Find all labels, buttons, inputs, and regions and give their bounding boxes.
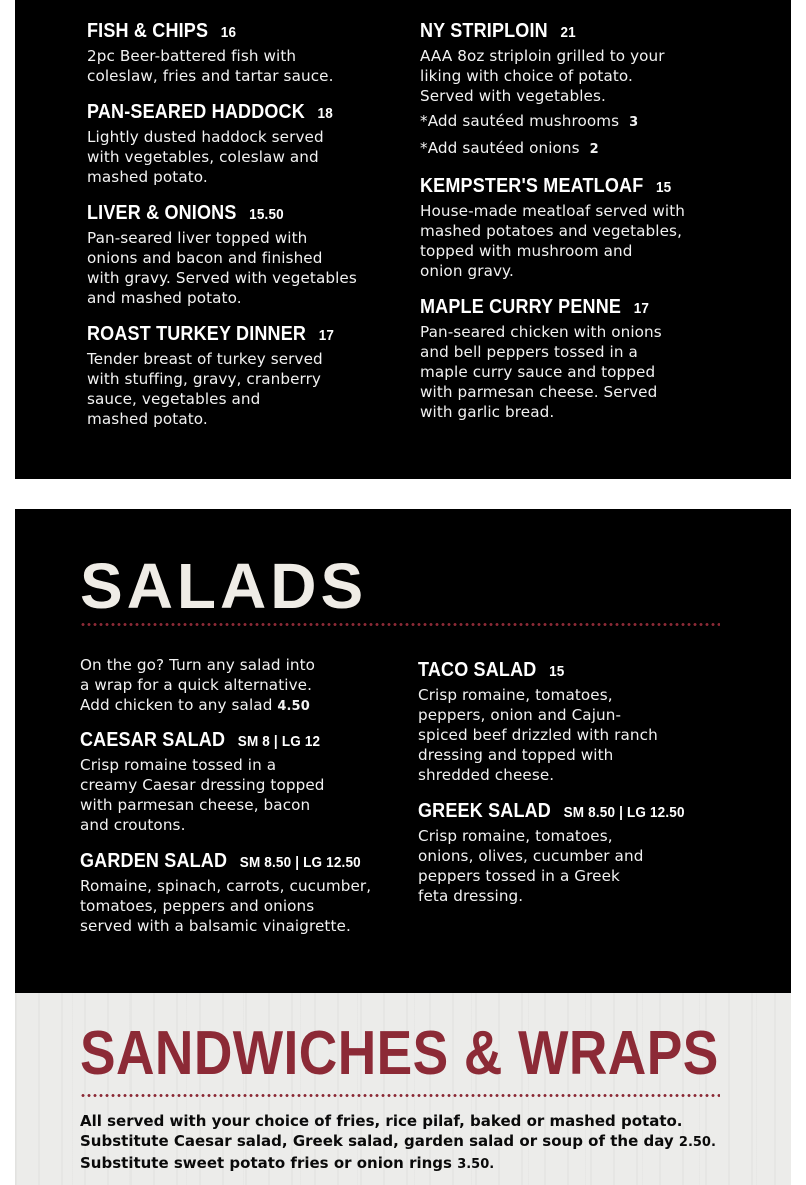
menu-item-title <box>418 657 685 685</box>
description-line: sauce, vegetables and <box>87 390 261 408</box>
menu-item-name: LIVER & ONIONS <box>87 202 237 224</box>
menu-item-name: CAESAR SALAD <box>80 729 226 751</box>
menu-item <box>87 99 362 187</box>
menu-item-description <box>420 201 699 281</box>
description-line: served with a balsamic vinaigrette. <box>80 917 351 935</box>
menu-item-price: 21 <box>560 24 576 41</box>
menu-item-name: GREEK SALAD <box>418 800 552 822</box>
description-line: mashed potatoes and vegetables, <box>420 222 682 240</box>
menu-item-description <box>418 685 714 785</box>
menu-item <box>418 657 714 785</box>
note-line <box>80 1111 716 1131</box>
menu-item-description <box>418 826 714 906</box>
description-line: feta dressing. <box>418 887 524 905</box>
salads-heading: SALADS <box>80 550 368 622</box>
description-line: peppers, onion and Cajun- <box>418 706 622 724</box>
menu-item-description <box>87 228 362 308</box>
description-line: with parmesan cheese, bacon <box>80 796 311 814</box>
description-line: AAA 8oz striploin grilled to your <box>420 47 665 65</box>
menu-item <box>87 200 362 308</box>
menu-item-description <box>87 127 362 187</box>
description-line: spiced beef drizzled with ranch <box>418 726 658 744</box>
menu-item-price: SM 8 | LG 12 <box>237 733 321 750</box>
salads-intro <box>80 655 392 717</box>
menu-item-price: 17 <box>633 300 650 317</box>
description-line: 2pc Beer-battered fish with <box>87 47 297 65</box>
menu-item-name: MAPLE CURRY PENNE <box>420 296 622 318</box>
addon-label: *Add sautéed mushrooms <box>420 112 620 130</box>
description-line: onions, olives, cucumber and <box>418 847 644 865</box>
description-line: mashed potato. <box>87 410 208 428</box>
description-line: onion gravy. <box>420 262 514 280</box>
sandwiches-heading: SANDWICHES & WRAPS <box>80 1019 719 1088</box>
description-line: and mashed potato. <box>87 289 242 307</box>
description-line: and croutons. <box>80 816 186 834</box>
salads-dotted-divider <box>80 623 720 626</box>
sandwiches-dotted-divider <box>80 1094 720 1097</box>
description-line: coleslaw, fries and tartar sauce. <box>87 67 334 85</box>
note-line <box>80 1131 716 1153</box>
menu-item-description <box>80 876 392 936</box>
note-text: All served with your choice of fries, rice pilaf, baked or mashed potato. <box>80 1112 683 1130</box>
description-line: Lightly dusted haddock served <box>87 128 324 146</box>
description-line: with parmesan cheese. Served <box>420 383 658 401</box>
menu-item-name: GARDEN SALAD <box>80 850 228 872</box>
description-line: House-made meatloaf served with <box>420 202 686 220</box>
menu-item <box>420 294 699 422</box>
menu-item <box>420 18 699 160</box>
menu-item-name: PAN-SEARED HADDOCK <box>87 101 305 123</box>
intro-line <box>80 695 392 717</box>
description-line: Tender breast of turkey served <box>87 350 323 368</box>
description-line: Served with vegetables. <box>420 87 606 105</box>
menu-item-title <box>87 99 334 127</box>
menu-item <box>87 321 362 429</box>
menu-item-price: 15 <box>655 179 672 196</box>
menu-item-title <box>418 798 685 826</box>
description-line: with garlic bread. <box>420 403 555 421</box>
menu-item <box>80 727 392 835</box>
menu-item-description <box>420 322 699 422</box>
description-line: Pan-seared chicken with onions <box>420 323 662 341</box>
salads-left-items <box>80 727 392 936</box>
addon-line <box>420 138 699 160</box>
intro-last-line: Add chicken to any salad <box>80 696 273 714</box>
menu-item-description <box>420 46 699 160</box>
description-line: dressing and topped with <box>418 746 614 764</box>
menu-item-price: 17 <box>318 327 335 344</box>
menu-item-description <box>87 349 362 429</box>
description-line: and bell peppers tossed in a <box>420 343 638 361</box>
menu-item-price: SM 8.50 | LG 12.50 <box>563 804 685 821</box>
menu-item-price: 15.50 <box>249 206 284 223</box>
menu-item-title <box>80 848 361 876</box>
intro-line: On the go? Turn any salad into <box>80 656 316 674</box>
menu-item-title <box>87 321 334 349</box>
menu-item-description <box>80 755 392 835</box>
description-line: tomatoes, peppers and onions <box>80 897 315 915</box>
mains-left-column <box>87 18 362 442</box>
menu-item <box>87 18 362 86</box>
intro-line: a wrap for a quick alternative. <box>80 676 313 694</box>
menu-item <box>420 173 699 281</box>
note-price: 2.50. <box>678 1135 716 1150</box>
menu-item-title <box>87 200 334 228</box>
description-line: Pan-seared liver topped with <box>87 229 308 247</box>
addon-price: 2 <box>589 142 599 157</box>
menu-item-price: 15 <box>549 663 565 680</box>
menu-item-name: KEMPSTER'S MEATLOAF <box>420 175 644 197</box>
description-line: Crisp romaine, tomatoes, <box>418 827 613 845</box>
menu-item-description <box>87 46 362 86</box>
menu-item-title <box>420 173 671 201</box>
description-line: mashed potato. <box>87 168 208 186</box>
salads-panel <box>15 509 791 993</box>
description-line: topped with mushroom and <box>420 242 633 260</box>
description-line: with stuffing, gravy, cranberry <box>87 370 322 388</box>
menu-item <box>80 848 392 936</box>
menu-item-name: FISH & CHIPS <box>87 20 209 42</box>
description-line: liking with choice of potato. <box>420 67 633 85</box>
addon-line <box>420 111 699 133</box>
description-line: creamy Caesar dressing topped <box>80 776 325 794</box>
menu-item-price: 16 <box>220 24 237 41</box>
salads-left-column <box>80 655 392 949</box>
description-line: onions and bacon and finished <box>87 249 323 267</box>
description-line: shredded cheese. <box>418 766 555 784</box>
menu-item-title <box>87 18 334 46</box>
addon-price: 3 <box>629 115 639 130</box>
sandwiches-panel <box>15 993 791 1185</box>
add-chicken-price: 4.50 <box>277 699 310 714</box>
mains-panel <box>15 0 791 479</box>
menu-item-price: 18 <box>317 105 333 122</box>
mains-right-column <box>420 18 699 435</box>
menu-item-title <box>420 294 671 322</box>
note-line <box>80 1153 716 1175</box>
menu-item-price: SM 8.50 | LG 12.50 <box>239 854 361 871</box>
description-line: maple curry sauce and topped <box>420 363 656 381</box>
addon-label: *Add sautéed onions <box>420 139 580 157</box>
note-text: Substitute Caesar salad, Greek salad, garden salad or soup of the day <box>80 1132 674 1150</box>
note-price: 3.50. <box>457 1157 495 1172</box>
description-line: Romaine, spinach, carrots, cucumber, <box>80 877 372 895</box>
description-line: with gravy. Served with vegetables <box>87 269 357 287</box>
salads-right-column <box>418 657 714 919</box>
menu-item-title <box>420 18 671 46</box>
menu-item-name: ROAST TURKEY DINNER <box>87 323 307 345</box>
menu-item-name: TACO SALAD <box>418 659 537 681</box>
note-text: Substitute sweet potato fries or onion rings <box>80 1154 452 1172</box>
menu-item <box>418 798 714 906</box>
description-line: with vegetables, coleslaw and <box>87 148 319 166</box>
sandwiches-note <box>80 1111 716 1175</box>
description-line: peppers tossed in a Greek <box>418 867 620 885</box>
menu-item-name: NY STRIPLOIN <box>420 20 548 42</box>
description-line: Crisp romaine tossed in a <box>80 756 277 774</box>
menu-item-title <box>80 727 361 755</box>
description-line: Crisp romaine, tomatoes, <box>418 686 613 704</box>
